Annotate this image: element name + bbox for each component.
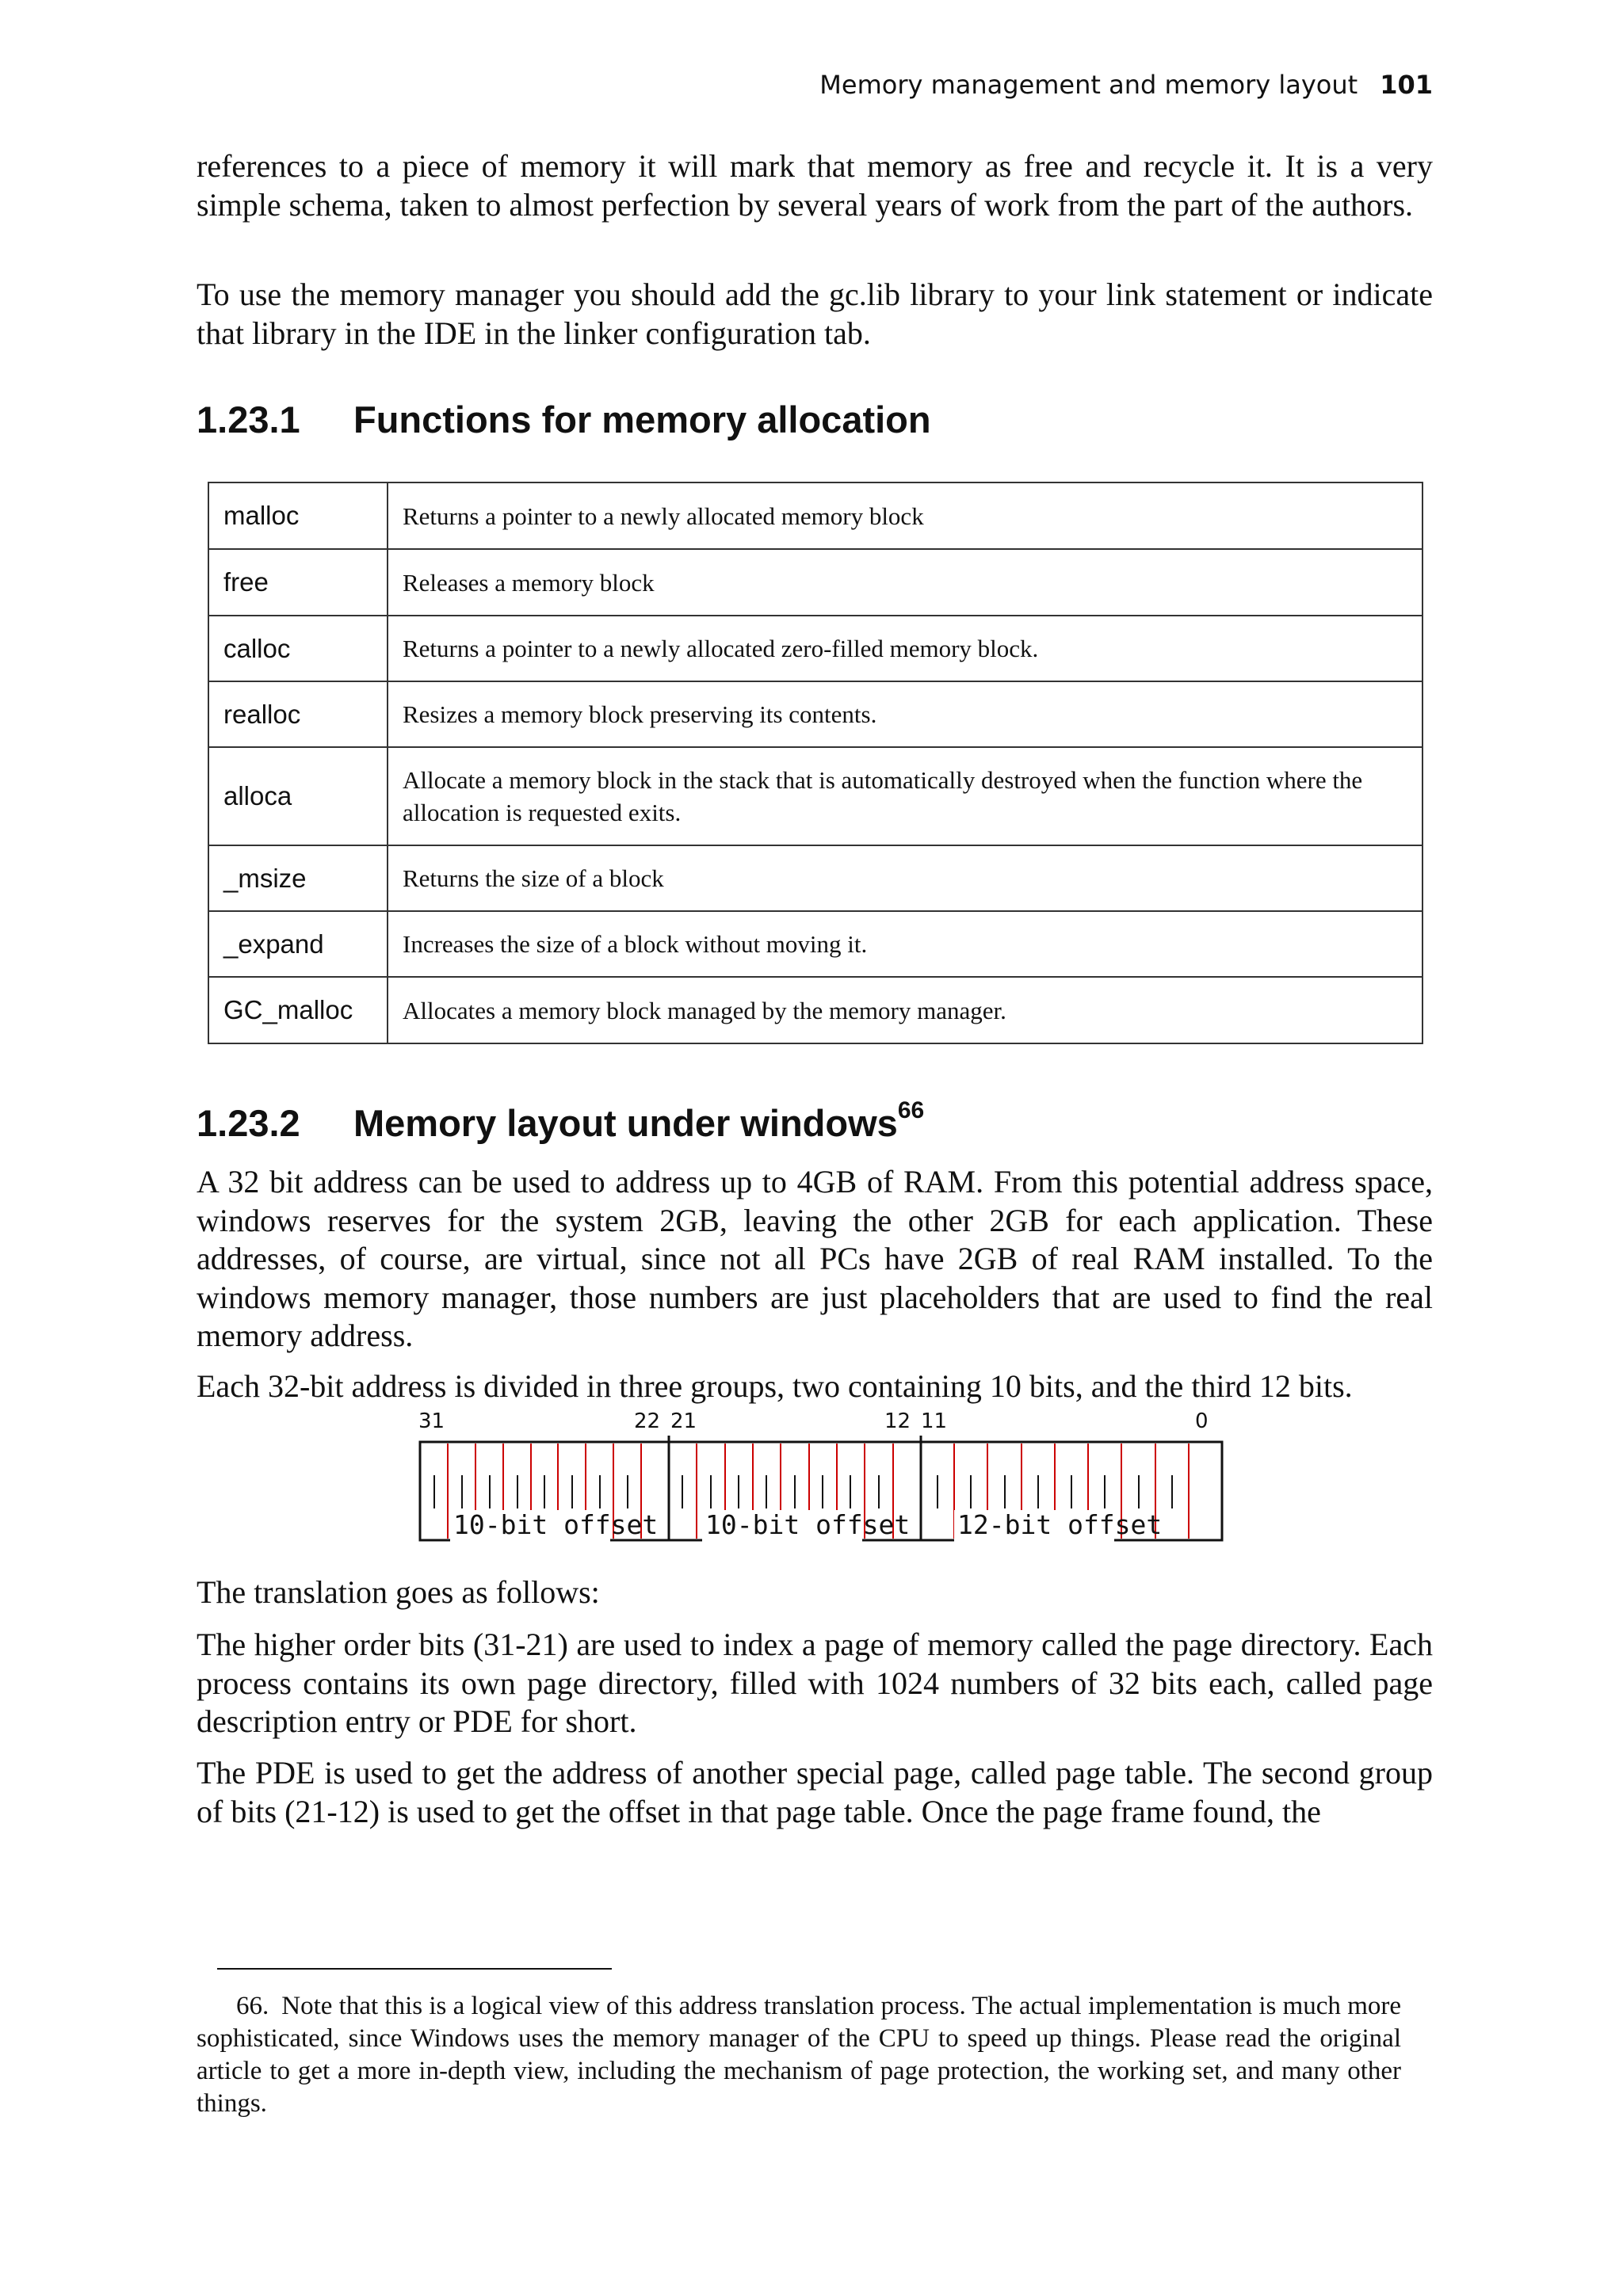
function-description: Releases a memory block xyxy=(388,549,1423,616)
paragraph-address-groups: Each 32-bit address is divided in three groups, two containing 10 bits, and the third 12 bits. xyxy=(197,1368,1353,1404)
section-heading-functions xyxy=(197,398,931,441)
running-header xyxy=(819,70,1433,100)
function-description: Returns a pointer to a newly allocated memory block xyxy=(388,482,1423,549)
field-label-page-offset: 12-bit offset xyxy=(957,1509,1163,1540)
function-description: Resizes a memory block preserving its contents. xyxy=(388,681,1423,747)
function-description: Increases the size of a block without moving it. xyxy=(388,911,1423,977)
function-name: _msize xyxy=(208,845,388,911)
function-name: malloc xyxy=(208,482,388,549)
paragraph-address-space: A 32 bit address can be used to address up to 4GB of RAM. From this potential address space, windows reserves for the system 2GB, leaving the other 2GB for each application. These addresses, of course, are virtual, since not all PCs have 2GB of real RAM installed. To the windows memory manager, those numbers are just placeholders that are used to find the real memory address. xyxy=(197,1164,1433,1353)
table-row xyxy=(208,549,1423,616)
function-name: free xyxy=(208,549,388,616)
section-title: Functions for memory allocation xyxy=(353,399,931,441)
function-name: realloc xyxy=(208,681,388,747)
field-label-page-table: 10-bit offset xyxy=(705,1509,911,1540)
function-description: Returns a pointer to a newly allocated zero-filled memory block. xyxy=(388,616,1423,681)
table-row xyxy=(208,977,1423,1043)
function-name: calloc xyxy=(208,616,388,681)
bit-label-11: 11 xyxy=(921,1409,948,1433)
footnote-divider xyxy=(217,1968,612,1970)
bit-label-22: 22 xyxy=(634,1409,661,1433)
footnote-reference: 66 xyxy=(897,1097,925,1124)
function-name: GC_malloc xyxy=(208,977,388,1043)
table-row xyxy=(208,681,1423,747)
footnote-text: Note that this is a logical view of this address translation process. The actual implementation is much more sophisticated, since Windows uses the memory manager of the CPU to speed up things. Please read the original article to get a more in-depth view, including the mechanism of page protection, the working set, and many other things. xyxy=(197,1992,1401,2118)
bit-label-31: 31 xyxy=(418,1409,445,1433)
paragraph-translation-intro: The translation goes as follows: xyxy=(197,1574,600,1610)
page-number: 101 xyxy=(1380,70,1433,100)
function-description: Returns the size of a block xyxy=(388,845,1423,911)
bit-ticks-black xyxy=(434,1475,1172,1508)
table-row xyxy=(208,747,1423,845)
field-label-page-directory: 10-bit offset xyxy=(453,1509,659,1540)
function-description: Allocates a memory block managed by the memory manager. xyxy=(388,977,1423,1043)
section-number: 1.23.2 xyxy=(197,1102,300,1144)
section-heading-memory-layout xyxy=(197,1097,925,1145)
bit-label-12: 12 xyxy=(884,1409,911,1433)
table-row xyxy=(208,482,1423,549)
paragraph-page-table: The PDE is used to get the address of another special page, called page table. The second group of bits (21-12) is used to get the offset in that page table. Once the page frame found, the xyxy=(197,1755,1433,1829)
footnote-number: 66. xyxy=(236,1992,269,2020)
section-title: Memory layout under windows xyxy=(353,1102,898,1144)
table-row xyxy=(208,616,1423,681)
function-name: _expand xyxy=(208,911,388,977)
function-description: Allocate a memory block in the stack that is automatically destroyed when the function where the allocation is requested exits. xyxy=(388,747,1423,845)
table-row xyxy=(208,911,1423,977)
footnote xyxy=(197,1990,1401,2120)
function-name: alloca xyxy=(208,747,388,845)
bit-label-21: 21 xyxy=(670,1409,697,1433)
functions-table xyxy=(208,482,1423,1044)
paragraph-page-directory: The higher order bits (31-21) are used to index a page of memory called the page directory. Each process contains its own page directory, filled with 1024 numbers of 32 bits each, called page description entry or PDE for short. xyxy=(197,1627,1433,1739)
running-title: Memory management and memory layout xyxy=(819,70,1358,100)
table-row xyxy=(208,845,1423,911)
section-number: 1.23.1 xyxy=(197,399,300,441)
paragraph-gc-intro: references to a piece of memory it will mark that memory as free and recycle it. It is a very simple schema, taken to almost perfection by several years of work from the part of the authors. xyxy=(197,148,1433,223)
paragraph-gc-usage: To use the memory manager you should add the gc.lib library to your link statement or indicate that library in the IDE in the linker configuration tab. xyxy=(197,277,1433,351)
bit-label-0: 0 xyxy=(1195,1409,1209,1433)
address-bit-diagram xyxy=(404,1404,1228,1551)
